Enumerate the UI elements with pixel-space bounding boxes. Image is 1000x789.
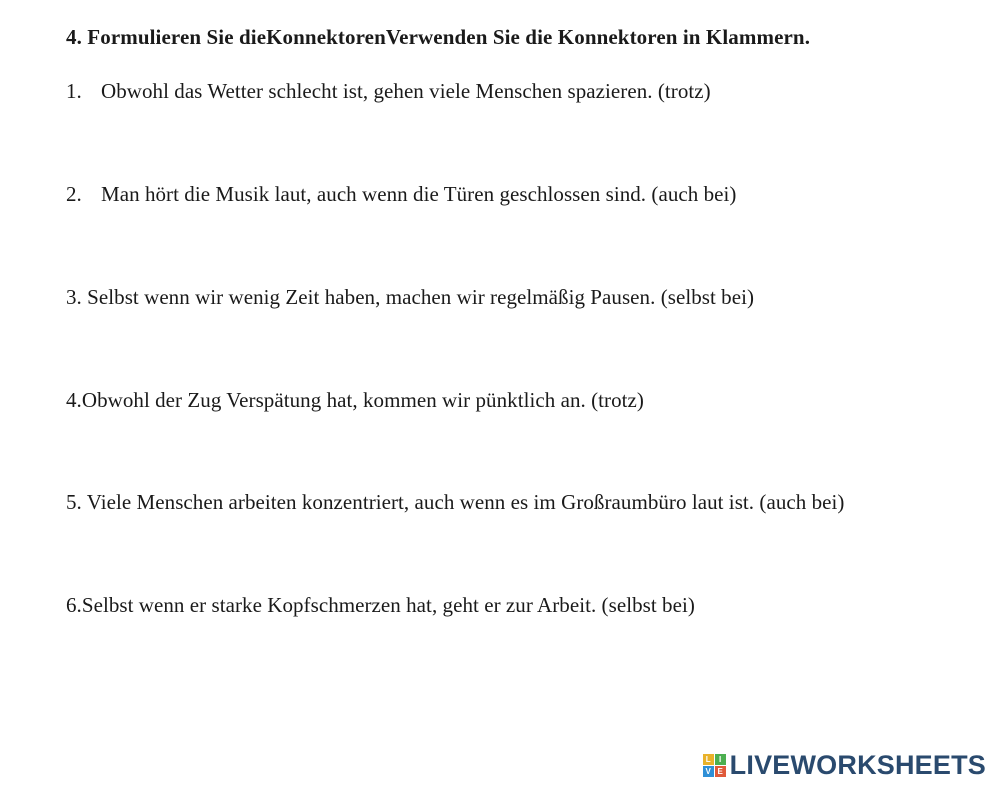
task-number: 6. bbox=[66, 593, 82, 617]
logo-tile: E bbox=[715, 766, 726, 777]
logo-tile: I bbox=[715, 754, 726, 765]
task-text: Man hört die Musik laut, auch wenn die Türen geschlossen sind. (auch bei) bbox=[101, 182, 737, 206]
task-number: 4. bbox=[66, 388, 82, 412]
task-item-1 bbox=[66, 79, 711, 104]
logo-mark-icon bbox=[703, 754, 726, 777]
task-number: 2. bbox=[66, 182, 82, 206]
task-text: Selbst wenn wir wenig Zeit haben, machen wir regelmäßig Pausen. (selbst bei) bbox=[81, 285, 755, 309]
task-item-2 bbox=[66, 182, 736, 207]
liveworksheets-logo bbox=[703, 752, 986, 779]
task-text: Obwohl das Wetter schlecht ist, gehen viele Menschen spazieren. (trotz) bbox=[101, 79, 711, 103]
task-number: 1. bbox=[66, 79, 82, 103]
task-item-4 bbox=[66, 388, 644, 413]
task-text: Obwohl der Zug Verspätung hat, kommen wir pünktlich an. (trotz) bbox=[81, 388, 644, 412]
task-number: 3. bbox=[66, 285, 82, 309]
task-item-5 bbox=[66, 490, 844, 515]
task-number: 5. bbox=[66, 490, 82, 514]
exercise-heading: 4. Formulieren Sie dieKonnektorenVerwenden Sie die Konnektoren in Klammern. bbox=[66, 25, 811, 49]
logo-tile: V bbox=[703, 766, 714, 777]
task-text: Viele Menschen arbeiten konzentriert, auch wenn es im Großraumbüro laut ist. (auch bei) bbox=[81, 490, 845, 514]
logo-wordmark: LIVEWORKSHEETS bbox=[729, 750, 986, 780]
logo-tile: L bbox=[703, 754, 714, 765]
task-text: Selbst wenn er starke Kopfschmerzen hat, geht er zur Arbeit. (selbst bei) bbox=[81, 593, 695, 617]
task-item-6 bbox=[66, 593, 695, 618]
task-item-3 bbox=[66, 285, 754, 310]
